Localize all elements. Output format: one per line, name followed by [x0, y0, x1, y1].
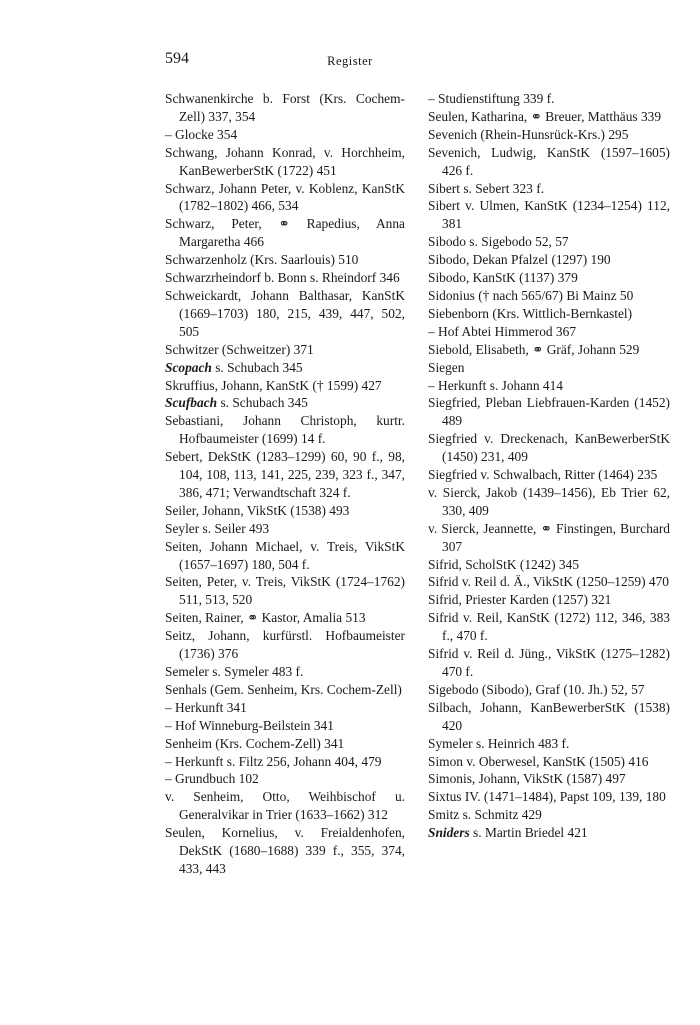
index-entry-text: Siebold, Elisabeth, ⚭ Gräf, Johann 529	[428, 341, 640, 357]
index-entry-text: Siebenborn (Krs. Wittlich-Bernkastel)	[428, 305, 633, 321]
index-entry-text: Schwarzenholz (Krs. Saarlouis) 510	[165, 252, 359, 268]
index-entry-text: Sibert s. Sebert 323 f.	[428, 180, 545, 196]
index-entry	[165, 215, 405, 251]
index-entry	[165, 520, 405, 538]
index-entry	[165, 90, 405, 126]
index-entry-text: Schwanenkirche b. Forst (Krs. Cochem-Zell) 337, 354	[165, 91, 405, 124]
index-entry-text: Sifrid v. Reil, KanStK (1272) 112, 346, 383 f., 470 f.	[428, 610, 670, 644]
index-entry	[428, 394, 670, 430]
index-entry	[165, 824, 405, 878]
index-entry	[165, 377, 405, 395]
index-entry-text: Seulen, Kornelius, v. Freialdenhofen, DekStK (1680–1688) 339 f., 355, 374, 433, 443	[165, 825, 405, 876]
index-entry	[165, 394, 405, 412]
index-entry-text: Sifrid v. Reil d. Jüng., VikStK (1275–1282) 470 f.	[428, 646, 670, 679]
index-entry	[428, 126, 670, 144]
index-entry-text: Seiler, Johann, VikStK (1538) 493	[165, 502, 350, 518]
index-entry-text: s. Schubach 345	[211, 359, 303, 375]
index-entry-text: – Hof Winneburg-Beilstein 341	[165, 717, 334, 733]
index-entry-text: Siegfried v. Dreckenach, KanBewerberStK (1450) 231, 409	[428, 431, 670, 465]
index-entry-text: Schwarzrheindorf b. Bonn s. Rheindorf 346	[165, 270, 400, 286]
index-entry-text: v. Sierck, Jakob (1439–1456), Eb Trier 62, 330, 409	[428, 484, 670, 518]
index-entry	[428, 180, 670, 198]
index-entry	[428, 806, 670, 824]
index-column-right	[428, 90, 670, 842]
index-entry	[165, 717, 405, 735]
index-entry-text: Schwang, Johann Konrad, v. Horchheim, KanBewerberStK (1722) 451	[165, 144, 405, 178]
index-entry-text: Sevenich (Rhein-Hunsrück-Krs.) 295	[428, 126, 629, 142]
index-entry	[428, 305, 670, 323]
index-entry-text: s. Schubach 345	[217, 395, 308, 411]
index-entry-text: Sifrid, Priester Karden (1257) 321	[428, 592, 612, 608]
index-entry	[428, 753, 670, 771]
index-entry	[165, 341, 405, 359]
index-entry-term: Scopach	[165, 359, 212, 375]
index-entry	[428, 377, 670, 395]
index-entry-text: Smitz s. Schmitz 429	[428, 807, 542, 823]
index-entry	[428, 681, 670, 699]
index-entry	[428, 359, 670, 377]
index-entry-text: Sibodo s. Sigebodo 52, 57	[428, 234, 569, 250]
index-entry	[165, 770, 405, 788]
index-entry	[428, 269, 670, 287]
index-entry	[165, 448, 405, 502]
index-entry-text: Sidonius († nach 565/67) Bi Mainz 50	[428, 287, 634, 303]
index-entry	[428, 609, 670, 645]
index-entry-text: Seulen, Katharina, ⚭ Breuer, Matthäus 339	[428, 108, 662, 124]
index-entry	[428, 556, 670, 574]
index-entry	[165, 753, 405, 771]
index-entry	[428, 645, 670, 681]
index-entry-text: Sibodo, KanStK (1137) 379	[428, 270, 578, 286]
running-head: Register	[327, 54, 373, 68]
index-entry-text: s. Martin Briedel 421	[469, 825, 588, 841]
index-entry	[428, 197, 670, 233]
index-entry	[428, 108, 670, 126]
index-entry-text: Siegen	[428, 359, 465, 375]
index-entry-text: – Herkunft s. Johann 414	[428, 377, 564, 393]
index-entry	[428, 233, 670, 251]
index-entry	[428, 788, 670, 806]
index-entry	[165, 663, 405, 681]
index-entry-text: – Herkunft s. Filtz 256, Johann 404, 479	[165, 753, 382, 769]
index-entry	[165, 788, 405, 824]
index-entry	[428, 824, 670, 842]
index-entry	[428, 699, 670, 735]
index-entry	[165, 573, 405, 609]
index-entry	[428, 735, 670, 753]
index-entry	[428, 430, 670, 466]
index-entry	[428, 770, 670, 788]
index-entry-text: Sibodo, Dekan Pfalzel (1297) 190	[428, 252, 611, 268]
index-entry-text: Sibert v. Ulmen, KanStK (1234–1254) 112, 381	[428, 198, 670, 232]
index-entry-text: Semeler s. Symeler 483 f.	[165, 664, 304, 679]
index-entry	[428, 520, 670, 556]
index-entry	[165, 251, 405, 269]
index-entry-text: Seitz, Johann, kurfürstl. Hofbaumeister (1736) 376	[165, 628, 405, 662]
index-entry	[428, 466, 670, 484]
index-entry-text: Seiten, Johann Michael, v. Treis, VikStK (1657–1697) 180, 504 f.	[165, 538, 405, 572]
index-entry-text: v. Senheim, Otto, Weihbischof u. Generalvikar in Trier (1633–1662) 312	[165, 789, 405, 823]
index-entry-text: Sifrid v. Reil d. Ä., VikStK (1250–1259) 470	[428, 574, 669, 590]
index-entry-text: Senheim (Krs. Cochem-Zell) 341	[165, 735, 345, 751]
index-entry	[428, 251, 670, 269]
index-entry	[165, 126, 405, 144]
index-entry	[165, 735, 405, 753]
index-entry	[428, 144, 670, 180]
index-entry-text: v. Sierck, Jeannette, ⚭ Finstingen, Burchard 307	[428, 520, 670, 554]
index-column-left	[165, 90, 405, 878]
index-entry-term: Sniders	[428, 825, 470, 841]
index-entry	[428, 323, 670, 341]
index-entry-text: Schweickardt, Johann Balthasar, KanStK (1669–1703) 180, 215, 439, 447, 502, 505	[165, 287, 405, 339]
index-entry	[428, 341, 670, 359]
index-entry	[165, 538, 405, 574]
index-entry-text: Siegfried, Pleban Liebfrauen-Karden (1452) 489	[428, 395, 670, 429]
index-entry-text: Silbach, Johann, KanBewerberStK (1538) 420	[428, 699, 670, 733]
index-entry-text: Sebastiani, Johann Christoph, kurtr. Hofbaumeister (1699) 14 f.	[165, 413, 405, 447]
index-entry	[428, 573, 670, 591]
index-entry-text: Senhals (Gem. Senheim, Krs. Cochem-Zell)	[165, 681, 402, 697]
page-number: 594	[165, 50, 189, 67]
index-entry	[165, 627, 405, 663]
index-entry-text: Schwarz, Peter, ⚭ Rapedius, Anna Margaretha 466	[165, 216, 405, 250]
index-entry-term: Scufbach	[165, 395, 218, 411]
index-entry-text: – Studienstiftung 339 f.	[428, 91, 555, 106]
index-entry-text: Seiten, Rainer, ⚭ Kastor, Amalia 513	[165, 610, 366, 626]
index-entry	[165, 502, 405, 520]
index-entry-text: Sixtus IV. (1471–1484), Papst 109, 139, 180	[428, 789, 666, 805]
index-entry-text: – Grundbuch 102	[165, 771, 259, 787]
index-entry-text: Schwitzer (Schweitzer) 371	[165, 341, 314, 357]
index-entry-text: Seyler s. Seiler 493	[165, 520, 270, 536]
index-entry	[165, 359, 405, 377]
index-entry-text: Symeler s. Heinrich 483 f.	[428, 735, 570, 751]
index-entry	[428, 287, 670, 305]
index-entry-text: Sigebodo (Sibodo), Graf (10. Jh.) 52, 57	[428, 681, 645, 697]
index-entry	[165, 681, 405, 699]
index-entry-text: Sifrid, ScholStK (1242) 345	[428, 556, 580, 572]
index-entry-text: Skruffius, Johann, KanStK († 1599) 427	[165, 377, 382, 393]
index-entry	[165, 699, 405, 717]
index-entry	[165, 412, 405, 448]
index-entry	[165, 269, 405, 287]
index-entry	[165, 287, 405, 341]
index-entry-text: Simonis, Johann, VikStK (1587) 497	[428, 771, 626, 787]
index-entry	[428, 90, 670, 108]
index-entry	[165, 609, 405, 627]
index-entry	[165, 144, 405, 180]
index-entry-text: Siegfried v. Schwalbach, Ritter (1464) 235	[428, 467, 658, 483]
index-entry-text: Seiten, Peter, v. Treis, VikStK (1724–1762) 511, 513, 520	[165, 574, 405, 608]
index-entry-text: – Hof Abtei Himmerod 367	[428, 323, 577, 339]
index-entry-text: Sevenich, Ludwig, KanStK (1597–1605) 426 f.	[428, 144, 670, 178]
index-entry	[428, 484, 670, 520]
index-entry-text: – Glocke 354	[165, 126, 238, 142]
index-entry-text: Sebert, DekStK (1283–1299) 60, 90 f., 98, 104, 108, 113, 141, 225, 239, 323 f., 347, 386, 471; Verwandtschaft 324 f.	[165, 449, 405, 500]
index-entry	[165, 180, 405, 216]
index-entry-text: – Herkunft 341	[165, 699, 247, 715]
index-entry	[428, 591, 670, 609]
index-entry-text: Schwarz, Johann Peter, v. Koblenz, KanStK (1782–1802) 466, 534	[165, 180, 405, 214]
index-entry-text: Simon v. Oberwesel, KanStK (1505) 416	[428, 753, 649, 769]
